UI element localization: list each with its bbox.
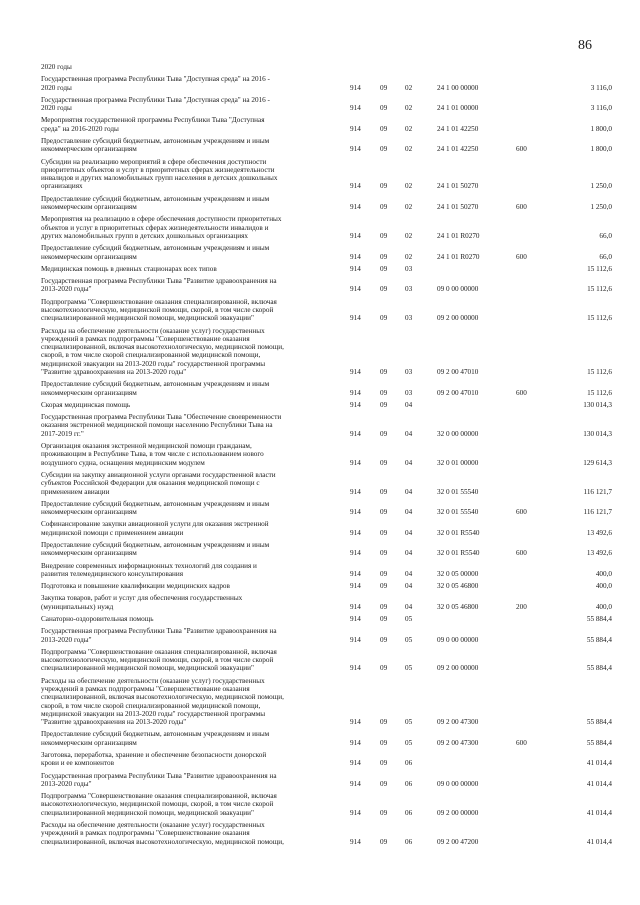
target-article-cell: 32 0 01 55540 [437,487,479,496]
department-code-cell: 914 [350,182,361,191]
department-code-cell: 914 [350,528,361,537]
amount-cell: 55 884,4 [586,635,612,644]
row-description: Субсидии на закупку авиационной услуги органами государственной власти субъектов Российской Федерации для оказания медицинской помощи с применением авиации [41,470,276,496]
amount-cell: 1 800,0 [590,145,612,154]
table-row [0,442,640,467]
table-row [0,594,640,611]
section-cell: 09 [380,388,388,397]
subsection-cell: 06 [405,808,413,817]
target-article-cell: 09 2 00 47010 [437,388,479,397]
target-article-cell: 24 1 01 42250 [437,145,479,154]
subsection-cell: 04 [405,487,413,496]
target-article-cell: 24 1 01 50270 [437,182,479,191]
row-description: Государственная программа Республики Тыва "Развитие здравоохранения на 2013-2020 годы" [41,277,277,294]
target-article-cell: 32 0 00 00000 [437,429,479,438]
department-code-cell: 914 [350,614,361,623]
target-article-cell: 32 0 01 R5540 [437,528,480,537]
target-article-cell: 32 0 01 00000 [437,458,479,467]
table-row [0,582,640,590]
amount-cell: 1 250,0 [590,203,612,212]
subsection-cell: 02 [405,182,413,191]
target-article-cell: 09 2 00 47200 [437,837,479,846]
target-article-cell: 09 2 00 00000 [437,664,479,673]
target-article-cell: 09 2 00 00000 [437,314,479,323]
section-cell: 09 [380,285,388,294]
row-description: Государственная программа Республики Тыва "Развитие здравоохранения на 2013-2020 годы" [41,771,277,788]
department-code-cell: 914 [350,145,361,154]
table-row [0,96,640,113]
section-cell: 09 [380,614,388,623]
subsection-cell: 05 [405,614,413,623]
expense-type-cell: 600 [516,145,527,154]
table-row [0,195,640,212]
target-article-cell: 32 0 05 46800 [437,602,479,611]
row-description: Подпрограмма "Совершенствование оказания специализированной, включая высокотехнологическую, медицинской помощи, скорой, в том числе скорой специализированной медицинской помощи, медицинской эвакуации" [41,297,277,323]
target-article-cell: 32 0 01 55540 [437,508,479,517]
amount-cell: 13 492,6 [586,528,612,537]
department-code-cell: 914 [350,400,361,409]
table-row [0,562,640,579]
row-description: Мероприятия государственной программы Республики Тыва "Доступная среда" на 2016-2020 годы [41,116,265,133]
row-description: Закупка товаров, работ и услуг для обеспечения государственных (муниципальных) нужд [41,594,243,611]
amount-cell: 15 112,6 [587,285,612,294]
department-code-cell: 914 [350,252,361,261]
section-cell: 09 [380,837,388,846]
amount-cell: 41 014,4 [586,759,612,768]
section-cell: 09 [380,759,388,768]
department-code-cell: 914 [350,569,361,578]
row-description: Санаторно-оздоровительная помощь [41,614,154,623]
subsection-cell: 04 [405,569,413,578]
table-row [0,413,640,438]
table-row [0,520,640,537]
amount-cell: 41 014,4 [586,837,612,846]
section-cell: 09 [380,808,388,817]
table-row [0,116,640,133]
row-description: Расходы на обеспечение деятельности (оказание услуг) государственных учреждений в рамках подпрограммы "Совершенствование оказания специализированной, включая высокотехнологическую, медицинской помощи, [41,821,284,846]
section-cell: 09 [380,738,388,747]
subsection-cell: 03 [405,368,413,377]
table-row [0,677,640,727]
amount-cell: 15 112,6 [587,264,612,273]
target-article-cell: 24 1 01 50270 [437,203,479,212]
target-article-cell: 09 2 00 00000 [437,808,479,817]
department-code-cell: 914 [350,83,361,92]
table-row [0,627,640,644]
amount-cell: 66,0 [599,252,612,261]
table-row [0,648,640,673]
table-row [0,277,640,294]
department-code-cell: 914 [350,549,361,558]
target-article-cell: 09 2 00 47300 [437,718,479,727]
table-row [0,63,640,71]
section-cell: 09 [380,182,388,191]
department-code-cell: 914 [350,314,361,323]
table-row [0,380,640,397]
row-description: Подпрограмма "Совершенствование оказания специализированной, включая высокотехнологическую, медицинской помощи, скорой, в том числе скорой специализированной медицинской помощи, медицинской эвакуации" [41,647,277,673]
amount-cell: 15 112,6 [587,388,612,397]
subsection-cell: 04 [405,582,413,591]
row-description: Предоставление субсидий бюджетным, автономным учреждениям и иным некоммерческим организациям [41,730,270,747]
section-cell: 09 [380,368,388,377]
section-cell: 09 [380,549,388,558]
row-description: Медицинская помощь в дневных стационарах всех типов [41,264,217,273]
section-cell: 09 [380,508,388,517]
section-cell: 09 [380,779,388,788]
amount-cell: 129 614,3 [583,458,612,467]
table-row [0,500,640,517]
department-code-cell: 914 [350,429,361,438]
row-description: Организация оказания экстренной медицинской помощи гражданам, проживающим в Республике Тыва, в том числе с использованием нового воздушного судна, оснащения медицинским модулем [41,442,264,467]
subsection-cell: 04 [405,549,413,558]
row-description: Заготовка, переработка, хранение и обеспечение безопасности донорской крови и ее компонентов [41,751,267,768]
expense-type-cell: 200 [516,602,527,611]
section-cell: 09 [380,145,388,154]
department-code-cell: 914 [350,264,361,273]
department-code-cell: 914 [350,124,361,133]
amount-cell: 13 492,6 [586,549,612,558]
section-cell: 09 [380,314,388,323]
amount-cell: 3 116,0 [590,83,612,92]
page-number: 86 [578,38,592,53]
section-cell: 09 [380,487,388,496]
expense-type-cell: 600 [516,738,527,747]
department-code-cell: 914 [350,487,361,496]
target-article-cell: 24 1 01 00000 [437,104,479,113]
department-code-cell: 914 [350,285,361,294]
subsection-cell: 04 [405,508,413,517]
amount-cell: 15 112,6 [587,314,612,323]
department-code-cell: 914 [350,458,361,467]
subsection-cell: 02 [405,252,413,261]
section-cell: 09 [380,635,388,644]
subsection-cell: 05 [405,718,413,727]
section-cell: 09 [380,664,388,673]
table-row [0,244,640,261]
section-cell: 09 [380,124,388,133]
table-row [0,158,640,191]
section-cell: 09 [380,718,388,727]
table-row [0,327,640,377]
subsection-cell: 03 [405,285,413,294]
table-row [0,821,640,846]
budget-table [0,63,640,850]
target-article-cell: 09 0 00 00000 [437,779,479,788]
subsection-cell: 02 [405,104,413,113]
target-article-cell: 24 1 00 00000 [437,83,479,92]
amount-cell: 66,0 [599,231,612,240]
table-row [0,298,640,323]
amount-cell: 130 014,3 [583,429,612,438]
department-code-cell: 914 [350,808,361,817]
section-cell: 09 [380,429,388,438]
expense-type-cell: 600 [516,203,527,212]
row-description: Государственная программа Республики Тыва "Доступная среда" на 2016 - 2020 годы [41,95,270,113]
department-code-cell: 914 [350,602,361,611]
section-cell: 09 [380,602,388,611]
subsection-cell: 04 [405,602,413,611]
subsection-cell: 03 [405,314,413,323]
target-article-cell: 09 2 00 47300 [437,738,479,747]
amount-cell: 3 116,0 [590,104,612,113]
amount-cell: 55 884,4 [586,738,612,747]
row-description: Расходы на обеспечение деятельности (оказание услуг) государственных учреждений в рамках подпрограммы "Совершенствование оказания специализированной, включая высокотехнологическую, медицинской помощи, скорой, в том числе скорой специализированной медицинской помощи, медицинской эвакуации на 2013-2020 годы" государственной программы "Развитие здравоохранения на 2013-2020 годы" [41,676,284,727]
section-cell: 09 [380,252,388,261]
target-article-cell: 24 1 01 42250 [437,124,479,133]
section-cell: 09 [380,203,388,212]
department-code-cell: 914 [350,104,361,113]
row-description: Подготовка и повышение квалификации медицинских кадров [41,582,230,591]
subsection-cell: 05 [405,635,413,644]
table-row [0,401,640,409]
department-code-cell: 914 [350,231,361,240]
department-code-cell: 914 [350,664,361,673]
row-description: Государственная программа Республики Тыва "Обеспечение своевременности оказания экстренной медицинской помощи населению Республики Тыва на 2017-2019 гг." [41,413,282,438]
section-cell: 09 [380,400,388,409]
table-row [0,772,640,789]
department-code-cell: 914 [350,738,361,747]
table-row [0,265,640,273]
row-description: Субсидии на реализацию мероприятий в сфере обеспечения доступности приоритетных объектов и услуг в приоритетных сферах жизнедеятельности инвалидов и других маломобильных групп населения в детских дошкольных организациях [41,157,278,191]
amount-cell: 55 884,4 [586,664,612,673]
section-cell: 09 [380,458,388,467]
row-description: Государственная программа Республики Тыва "Доступная среда" на 2016 - 2020 годы [41,75,270,92]
subsection-cell: 03 [405,388,413,397]
department-code-cell: 914 [350,582,361,591]
amount-cell: 1 250,0 [590,182,612,191]
table-row [0,792,640,817]
expense-type-cell: 600 [516,252,527,261]
section-cell: 09 [380,569,388,578]
target-article-cell: 32 0 01 R5540 [437,549,480,558]
target-article-cell: 32 0 05 46800 [437,582,479,591]
amount-cell: 116 121,7 [583,487,612,496]
department-code-cell: 914 [350,203,361,212]
amount-cell: 55 884,4 [586,718,612,727]
amount-cell: 55 884,4 [586,614,612,623]
row-description: Предоставление субсидий бюджетным, автономным учреждениям и иным некоммерческим организациям [41,499,270,517]
subsection-cell: 02 [405,124,413,133]
table-row [0,75,640,92]
subsection-cell: 06 [405,837,413,846]
department-code-cell: 914 [350,368,361,377]
department-code-cell: 914 [350,718,361,727]
target-article-cell: 32 0 05 00000 [437,569,479,578]
amount-cell: 400,0 [595,569,612,578]
table-row [0,471,640,496]
table-row [0,137,640,154]
subsection-cell: 02 [405,231,413,240]
row-description: Государственная программа Республики Тыва "Развитие здравоохранения на 2013-2020 годы" [41,627,277,644]
row-description: Мероприятия на реализацию в сфере обеспечения доступности приоритетных объектов и услуг в приоритетных сферах жизнедеятельности инвалидов и других маломобильных групп в детских дошкольных организациях [41,215,282,240]
table-row [0,215,640,240]
subsection-cell: 02 [405,145,413,154]
target-article-cell: 24 1 01 R0270 [437,252,480,261]
amount-cell: 130 014,3 [583,400,612,409]
subsection-cell: 04 [405,458,413,467]
section-cell: 09 [380,528,388,537]
table-row [0,615,640,623]
department-code-cell: 914 [350,388,361,397]
section-cell: 09 [380,104,388,113]
row-description: Предоставление субсидий бюджетным, автономным учреждениям и иным некоммерческим организациям [41,244,270,261]
subsection-cell: 04 [405,400,413,409]
section-cell: 09 [380,231,388,240]
department-code-cell: 914 [350,508,361,517]
subsection-cell: 04 [405,429,413,438]
subsection-cell: 03 [405,264,413,273]
amount-cell: 116 121,7 [583,508,612,517]
subsection-cell: 02 [405,83,413,92]
table-row [0,541,640,558]
row-description: Предоставление субсидий бюджетным, автономным учреждениям и иным некоммерческим организациям [41,137,270,154]
row-description: Подпрограмма "Совершенствование оказания специализированной, включая высокотехнологическую, медицинской помощи, скорой, в том числе скорой специализированной медицинской помощи, медицинской эвакуации" [41,792,277,817]
row-description: Расходы на обеспечение деятельности (оказание услуг) государственных учреждений в рамках подпрограммы "Совершенствование оказания специализированной, включая высокотехнологическую, медицинской помощи, скорой, в том числе скорой специализированной медицинской помощи, медицинской эвакуации на 2013-2020 годы" государственной программы "Развитие здравоохранения на 2013-2020 годы" [41,326,284,377]
row-description: Скорая медицинская помощь [41,400,131,409]
section-cell: 09 [380,264,388,273]
section-cell: 09 [380,582,388,591]
amount-cell: 1 800,0 [590,124,612,133]
subsection-cell: 04 [405,528,413,537]
expense-type-cell: 600 [516,388,527,397]
target-article-cell: 09 0 00 00000 [437,635,479,644]
subsection-cell: 06 [405,759,413,768]
department-code-cell: 914 [350,635,361,644]
amount-cell: 400,0 [595,582,612,591]
row-description: Внедрение современных информационных технологий для создания и развития телемедицинского консультирования [41,561,257,578]
department-code-cell: 914 [350,759,361,768]
subsection-cell: 05 [405,664,413,673]
table-row [0,751,640,768]
amount-cell: 15 112,6 [587,368,612,377]
target-article-cell: 09 2 00 47010 [437,368,479,377]
amount-cell: 400,0 [595,602,612,611]
target-article-cell: 09 0 00 00000 [437,285,479,294]
department-code-cell: 914 [350,837,361,846]
row-description: 2020 годы [41,63,72,71]
target-article-cell: 24 1 01 R0270 [437,231,480,240]
subsection-cell: 05 [405,738,413,747]
section-cell: 09 [380,83,388,92]
row-description: Предоставление субсидий бюджетным, автономным учреждениям и иным некоммерческим организациям [41,540,270,558]
department-code-cell: 914 [350,779,361,788]
expense-type-cell: 600 [516,549,527,558]
table-row [0,730,640,747]
amount-cell: 41 014,4 [586,779,612,788]
expense-type-cell: 600 [516,508,527,517]
amount-cell: 41 014,4 [586,808,612,817]
subsection-cell: 02 [405,203,413,212]
row-description: Софинансирование закупки авиационной услуги для оказания экстренной медицинской помощи с применением авиации [41,520,269,537]
row-description: Предоставление субсидий бюджетным, автономным учреждениям и иным некоммерческим организациям [41,380,270,397]
subsection-cell: 06 [405,779,413,788]
row-description: Предоставление субсидий бюджетным, автономным учреждениям и иным некоммерческим организациям [41,194,270,212]
